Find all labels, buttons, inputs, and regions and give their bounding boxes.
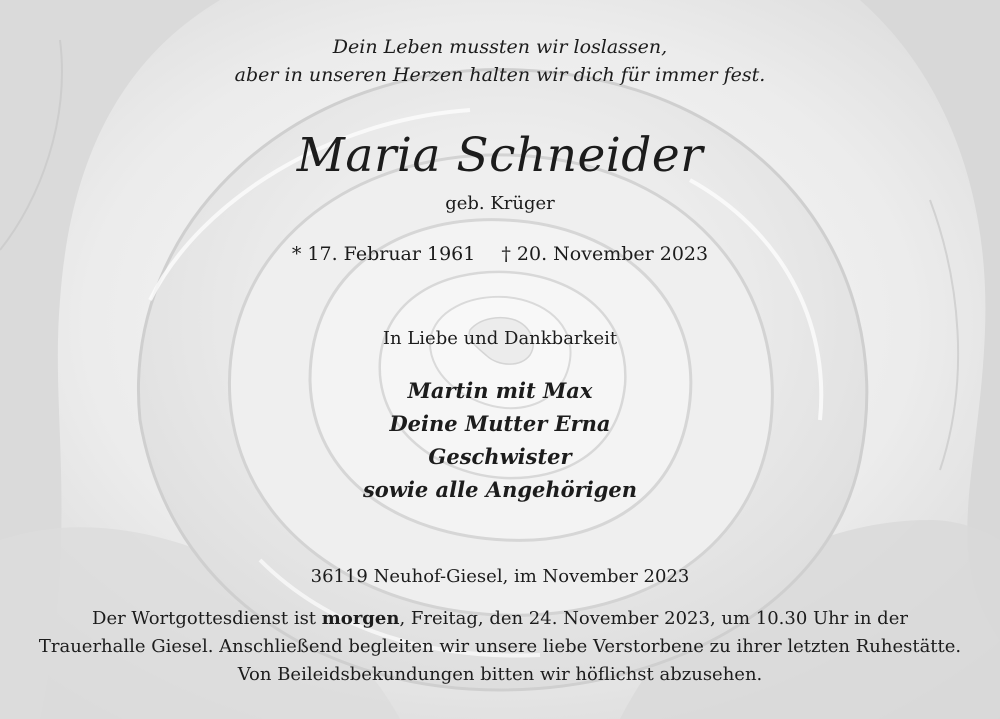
service-line-3: Von Beileidsbekundungen bitten wir höflichst abzusehen.: [237, 664, 763, 685]
death-date: † 20. November 2023: [501, 243, 709, 265]
life-dates: [0, 241, 1000, 267]
mourner-name: sowie alle Angehörigen: [362, 477, 638, 502]
closing-phrase: In Liebe und Dankbarkeit: [382, 328, 618, 349]
deceased-name: Maria Schneider: [296, 128, 704, 183]
service-line-2: Trauerhalle Giesel. Anschließend begleiten wir unsere liebe Verstorbene zu ihrer letzten Ruhestätte.: [38, 636, 962, 657]
mourner-name: Geschwister: [428, 444, 572, 469]
motto-line-2: aber in unseren Herzen halten wir dich für immer fest.: [234, 64, 766, 86]
service-line-1: [0, 607, 1000, 631]
mourner-name: Deine Mutter Erna: [389, 411, 611, 436]
mourner-name: Martin mit Max: [407, 378, 593, 403]
motto-line-1: Dein Leben mussten wir loslassen,: [332, 36, 668, 58]
service-emphasis: morgen: [321, 608, 400, 629]
service-text: Der Wortgottesdienst ist: [92, 608, 322, 629]
service-text: , Freitag, den 24. November 2023, um 10.30 Uhr in der: [399, 608, 908, 629]
birth-date: * 17. Februar 1961: [291, 243, 476, 265]
maiden-name: geb. Krüger: [445, 193, 555, 214]
place-and-date: 36119 Neuhof-Giesel, im November 2023: [310, 566, 690, 587]
